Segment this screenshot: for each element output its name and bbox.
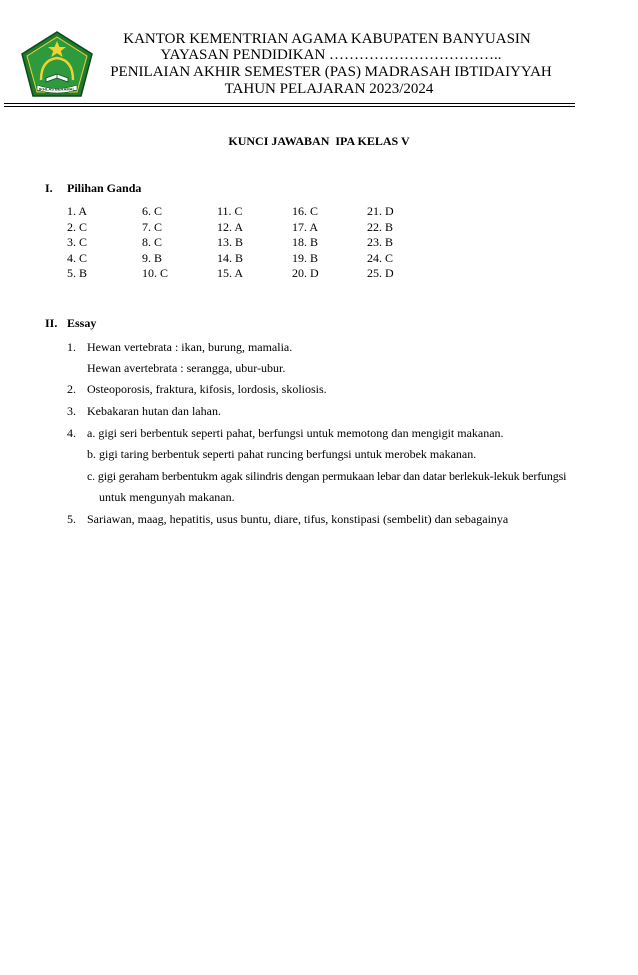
page-title: KUNCI JAWABAN IPA KELAS V (228, 134, 410, 148)
answer-item: 23. B (367, 235, 394, 249)
answer-item: 20. D (292, 266, 319, 280)
header-line-4: TAHUN PELAJARAN 2023/2024 (224, 81, 434, 97)
answer-item: 10. C (142, 266, 169, 280)
answer-item: 2. C (67, 219, 88, 234)
answer-item: 8. C (142, 235, 163, 249)
essay-item-text: c. gigi geraham berbentukm agak silindris dengan permukaan lebar dan datar berlekuk-lekuk berfungsi (87, 469, 567, 483)
logo-text: IKHLAS BERAMAL (39, 86, 75, 92)
header-line-2: YAYASAN PENDIDIKAN …………………………….. (160, 47, 502, 63)
answer-item: 6. C (142, 204, 163, 218)
section-heading-multiple-choice (45, 181, 141, 195)
answer-item: 13. B (217, 235, 244, 249)
essay-item-number: 4. (67, 426, 76, 440)
answer-item: 21. D (367, 204, 394, 218)
section-title: Pilihan Ganda (67, 181, 142, 195)
essay-item-text: Sariawan, maag, hepatitis, usus buntu, diare, tifus, konstipasi (sembelit) dan sebagainya (87, 512, 509, 526)
header-line-1: KANTOR KEMENTRIAN AGAMA KABUPATEN BANYUASIN (123, 31, 531, 47)
essay-item-text: Hewan avertebrata : serangga, ubur-ubur. (87, 361, 286, 375)
answer-item: 7. C (142, 219, 163, 234)
essay-item-text: Kebakaran hutan dan lahan. (87, 404, 221, 418)
answer-item: 14. B (217, 250, 244, 265)
answer-item: 12. A (217, 219, 244, 234)
answer-item: 1. A (67, 204, 88, 218)
essay-item-text: a. gigi seri berbentuk seperti pahat, berfungsi untuk memotong dan mengigit makanan. (87, 426, 504, 440)
answer-item: 15. A (217, 266, 244, 280)
section-title: Essay (67, 316, 97, 330)
essay-item-number: 1. (67, 340, 76, 354)
header-line-3: PENILAIAN AKHIR SEMESTER (PAS) MADRASAH IBTIDAIYYAH (110, 64, 552, 80)
answer-item: 19. B (292, 250, 319, 265)
essay-item-number: 3. (67, 404, 76, 418)
answer-item: 17. A (292, 219, 319, 234)
essay-item-text: Hewan vertebrata : ikan, burung, mamalia. (87, 340, 293, 354)
essay-item-text: Osteoporosis, fraktura, kifosis, lordosis, skoliosis. (87, 382, 327, 396)
header-rule-bottom (4, 106, 575, 107)
essay-item-number: 5. (67, 512, 76, 526)
answer-item: 22. B (367, 219, 394, 234)
answer-item: 18. B (292, 235, 319, 249)
answer-item: 11. C (217, 204, 243, 218)
essay-item-number: 2. (67, 382, 76, 396)
essay-item-text: untuk mengunyah makanan. (99, 490, 235, 504)
section-number: I. (45, 181, 53, 195)
answer-item: 4. C (67, 250, 88, 265)
answer-item: 25. D (367, 266, 394, 280)
answer-item: 24. C (367, 250, 394, 265)
essay-item-text: b. gigi taring berbentuk seperti pahat runcing berfungsi untuk merobek makanan. (87, 447, 477, 461)
section-number: II. (45, 316, 58, 330)
answer-item: 3. C (67, 235, 88, 249)
answer-item: 16. C (292, 204, 319, 218)
answer-item: 5. B (67, 266, 88, 280)
section-heading-essay (45, 316, 96, 330)
header-rule-top (4, 103, 575, 104)
answer-item: 9. B (142, 250, 163, 265)
